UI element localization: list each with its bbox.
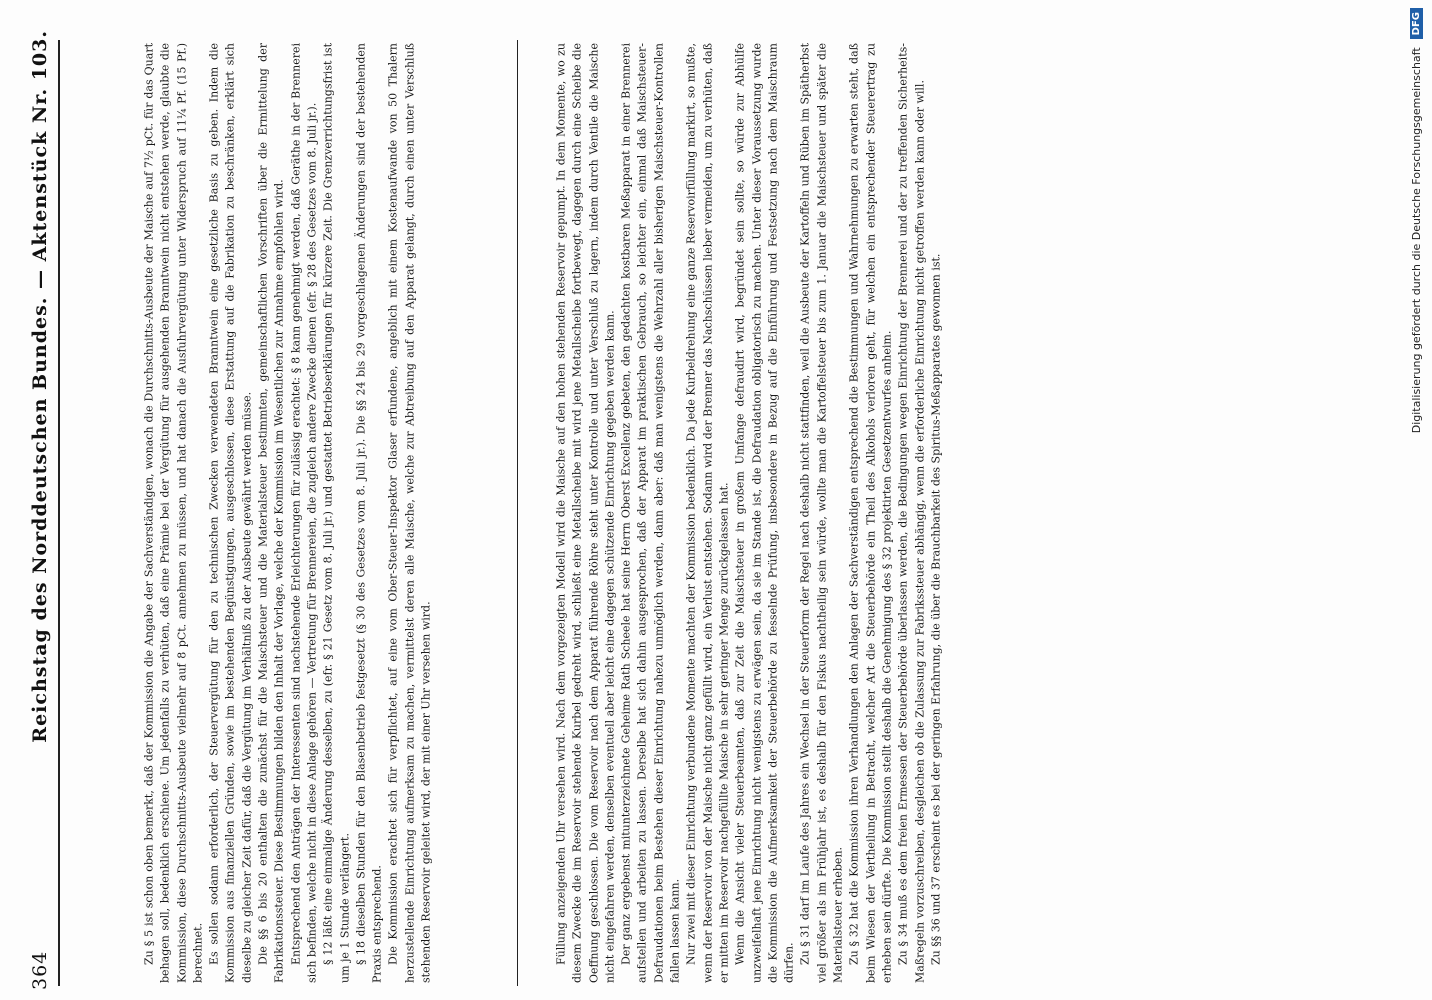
paragraph: § 12 läßt eine einmalige Änderung desselben, zu (efr. § 21 Gesetz vom 8. Juli jr.) und gestattet Betriebserklärungen für kürzere Zeit. Die Grenzverrichtungsfrist ist um je 1 Stunde verlängert. (321, 43, 351, 983)
digitization-credit (1402, 8, 1430, 992)
paragraph: Die Kommission erachtet sich für verpflichtet, auf eine vom Ober-Steuer-Inspektor Glaser erfundene, angeblich mit einem Kostenaufwande von 50 Thalern herzustellende Einrichtung aufmerksam zu machen, vermittelst deren alle Maische, welche zur Abtreibung auf den Apparat gelangt, durch einen unter Verschluß stehenden Reservoir geleitet wird, der mit einer Uhr versehen wird. (386, 43, 433, 983)
paragraph: Zu § 5 ist schon oben bemerkt, daß der Kommission die Angabe der Sachverständigen, wonach die Durchschnitts-Ausbeute der Maische auf 7½ pCt. für das Quart behagen soll, bedenklich erschiene. Um jedenfalls zu verhüten, daß eine Prämie bei der Vergütung für ausgehenden Branntwein nicht entstehen werde, glaubte die Kommission, diese Durchschnitts-Ausbeute vielmehr auf 8 pCt. annehmen zu müssen, und hat danach die Ausfuhrvergütung unter Widerspruch auf 11¼ Pf. (15 Pf.) berechnet. (142, 43, 205, 983)
paragraph: Zu § 34 muß es dem freien Ermessen der Steuerbehörde überlassen werden, die Bedingungen wegen Einrichtung der Brennerei und der zu treffenden Sicherheits-Maßregeln vorzuschreiben, desgleichen ob die Zulassung zur Fabrikssteuer abhängig, wenn die erforderliche Einrichtung nicht getroffen werden kann oder will. (896, 43, 926, 983)
page-header (10, 30, 70, 990)
paragraph: Wenn die Ansicht vieler Steuerbeamten, daß zur Zeit die Maischsteuer in großem Umfange defraudirt wird, begründet sein sollte, so würde zur Abhülfe unzweifelhaft jene Einrichtung nicht wenigstens zu erwägen sein, da sie im Stande ist, die Defraudation obligatorisch zu machen. Unter dieser Voraussetzung wurde die Kommission die Aufmerksamkeit der Steuerbehörde zu fesselnde Prüfung, insbesondere in Bezug auf die Einführung und Festsetzung nach dem Maischraum dürfen. (733, 43, 796, 983)
paragraph: Es sollen sodann erforderlich, der Steuervergütung für den zu technischen Zwecken verwendeten Branntwein eine gesetzliche Basis zu geben. Indem die Kommission aus finanziellen Gründen, sowie im bestehenden Begünstigungen, ausgeschlossen, diese Erstattung auf die Fabrikation zu beschränken, erklärt sich dieselbe zu gleicher Zeit dafür, daß die Vergütung im Verhältniß zu der Ausbeute gewährt werden müsse. (207, 43, 254, 983)
paragraph: Füllung anzeigenden Uhr versehen wird. Nach dem vorgezeigten Modell wird die Maische auf den hohen stehenden Reservoir gepumpt. In dem Momente, wo zu diesem Zwecke die im Reservoir stehende Kurbel gedreht wird, schließt eine Metallscheibe mit wird jene Metallscheibe fortbewegt, dagegen durch eine Scheibe die Oeffnung geschlossen. Die vom Reservoir nach dem Apparat führende Röhre steht unter Kontrolle und unter Verschluß zu lagern, indem durch Ventile die Maische nicht eingefahren werden, denselben eventuell aber leicht eine dagegen schützende Einrichtung gegeben werden kann. (554, 43, 617, 983)
text-column-right (524, 40, 974, 986)
paragraph: § 18 dieselben Stunden für den Blasenbetrieb festgesetzt (§ 30 des Gesetzes vom 8. Juli jr.). Die §§ 24 bis 29 vorgeschlagenen Änderungen sind der bestehenden Praxis entsprechend. (354, 43, 384, 983)
paragraph: Nur zwei mit dieser Einrichtung verbundene Momente machten der Kommission bedenklich. Da jede Kurbeldrehung eine ganze Reservoirfüllung markirt, so mußte, wenn der Reservoir von der Maische nicht ganz gefüllt wird, ein Verlust entstehen. Sodann wird der Brenner das Nachschüssen lieber vermeiden, um zu verhüten, daß er mitten im Reservoir nachgefüllte Maische in sehr geringer Menge zurückgelassen hat. (684, 43, 731, 983)
paragraph: Entsprechend den Anträgen der Interessenten sind nachstehende Erleichterungen für zulässig erachtet: § 8 kann genehmigt werden, daß Geräthe in der Brennerei sich befinden, welche nicht in diese Anlage gehören — Vertretung für Brennereien, die zugleich andere Zwecke dienen (efr. § 28 des Gesetzes vom 8. Juli jr.). (289, 43, 319, 983)
paragraph: Der ganz ergebenst mitunterzeichnete Geheime Rath Scheele hat seine Herrn Oberst Excellenz gebeten, den gedachten kostbaren Meßapparat in einer Brennerei aufstellen und arbeiten zu lassen. Derselbe hat sich dahin ausgesprochen, daß der Apparat im praktischen Gebrauch, so leichter ein, einmal daß Maischsteuer-Defraudationen beim Bestehen dieser Einrichtung nahezu unmöglich werden, dann aber: daß man wenigstens die Wehrzahl aller bisherigen Maischsteuer-Kontrollen fallen lassen kann. (619, 43, 682, 983)
dfg-logo: DFG (1410, 8, 1423, 39)
header-rule (58, 40, 60, 986)
paragraph: Zu §§ 36 und 37 erscheint es bei der geringen Erfahrung, die über die Brauchbarkeit des Spiritus-Meßapparates gewonnen ist. (929, 253, 943, 965)
column-divider (517, 40, 518, 986)
credit-text: Digitalisierung gefördert durch die Deutsche Forschungsgemeinschaft (1409, 47, 1423, 434)
paragraph: Zu § 32 hat die Kommission ihren Verhandlungen den Anlagen der Sachverständigen entsprechend die Bestimmungen und Wahrnehmungen zu erwarten steht, daß beim Wiesen der Vertheilung in Betracht, welcher Art die Steuerbehörde ein Theil des Alkohols verloren geht, für welchen ein entsprechender Steuerertrag zu erheben sein dürfte. Die Kommission stellt deshalb die Genehmigung des § 32 projektirten Gesetzentwurfes anheim. (847, 43, 894, 983)
page-number: 364 (29, 950, 51, 990)
paragraph: Zu § 31 darf im Laufe des Jahres ein Wechsel in der Steuerform der Regel nach deshalb nicht stattfinden, weil die Ausbeute der Kartoffeln und Rüben im Spätherbst viel größer als im Frühjahr ist, es deshalb für den Fiskus nachtheilig sein würde, wollte man die Kartoffelsteuer bis zum 1. Januar die Maischsteuer und später die Materialsteuer erheben. (798, 43, 845, 983)
text-column-left (66, 40, 510, 986)
page-title: Reichstag des Norddeutschen Bundes. — Aktenstück Nr. 103. (29, 30, 51, 743)
paragraph: Die §§ 6 bis 20 enthalten die zunächst für die Maischsteuer und die Materialsteuer bestimmten, gemeinschaftlichen Vorschriften über die Ermittelung der Fabrikationssteuer. Diese Bestimmungen bilden den Inhalt der Vorlage, welche der Kommission im Wesentlichen zur Annahme empfohlen wird. (256, 43, 286, 983)
